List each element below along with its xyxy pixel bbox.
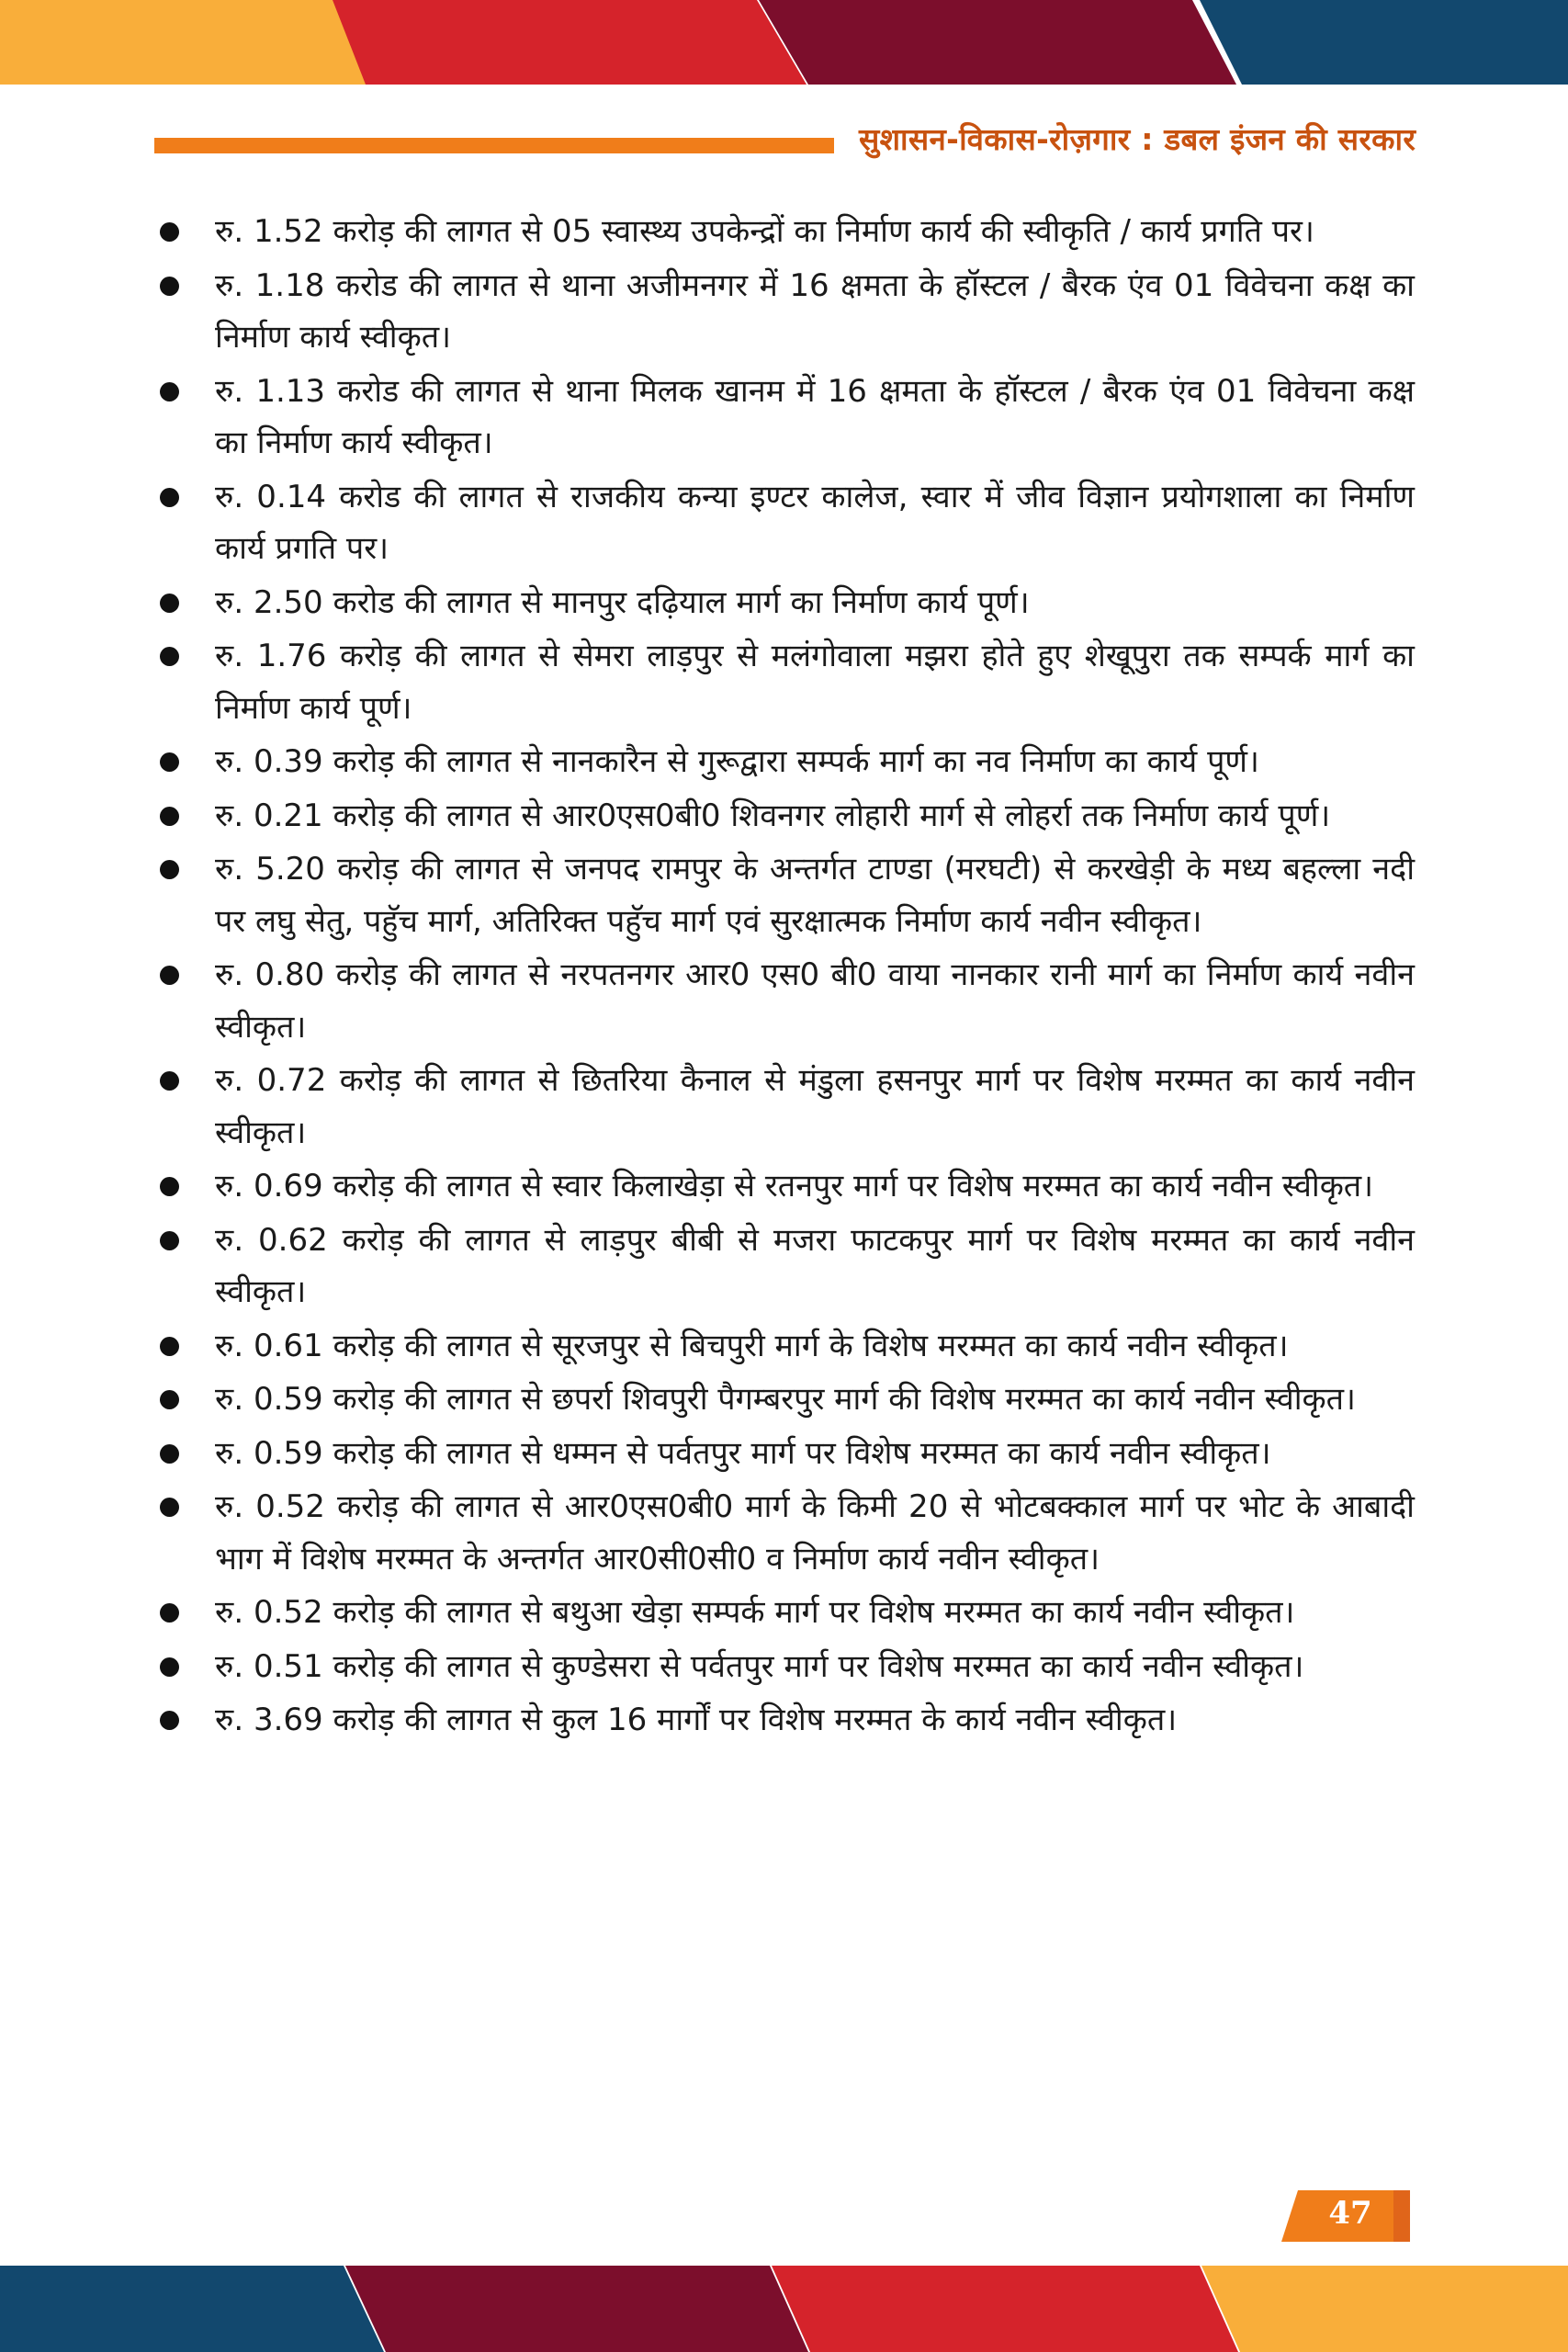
bullet-icon (160, 488, 179, 507)
list-item (154, 1481, 1415, 1585)
list-item (154, 1055, 1415, 1159)
list-item (154, 206, 1415, 258)
bullet-icon (160, 1657, 179, 1677)
list-item-text: रु. 0.52 करोड़ की लागत से बथुआ खेड़ा सम्पर्क मार्ग पर विशेष मरम्मत का कार्य नवीन स्वीकृत। (215, 1594, 1295, 1631)
list-item-text: रु. 0.39 करोड़ की लागत से नानकारैन से गुरूद्वारा सम्पर्क मार्ग का नव निर्माण का कार्य पूर्ण। (215, 743, 1259, 780)
bullet-icon (160, 1231, 179, 1250)
list-item-text: रु. 0.61 करोड़ की लागत से सूरजपुर से बिचपुरी मार्ग के विशेष मरम्मत का कार्य नवीन स्वीकृत। (215, 1327, 1289, 1364)
list-item (154, 1374, 1415, 1426)
list-item-text: रु. 1.76 करोड़ की लागत से सेमरा लाड़पुर से मलंगोवाला मझरा होते हुए शेखूपुरा तक सम्पर्क मार्ग का निर्माण कार्य पूर्ण। (215, 638, 1415, 727)
bullet-icon (160, 222, 179, 242)
bullet-icon (160, 1071, 179, 1091)
bullet-icon (160, 594, 179, 613)
list-item (154, 630, 1415, 734)
list-item-text: रु. 0.59 करोड़ की लागत से छपर्रा शिवपुरी पैगम्बरपुर मार्ग की विशेष मरम्मत का कार्य नवीन स्वीकृत। (215, 1381, 1356, 1418)
bullet-icon (160, 752, 179, 772)
running-header-title: सुशासन-विकास-रोज़गार : डबल इंजन की सरकार (859, 121, 1416, 157)
list-item (154, 1320, 1415, 1373)
list-item-text: रु. 1.52 करोड़ की लागत से 05 स्वास्थ्य उपकेन्द्रों का निर्माण कार्य की स्वीकृति / कार्य प्रगति पर। (215, 213, 1314, 250)
bullet-icon (160, 277, 179, 296)
bullet-icon (160, 1603, 179, 1623)
list-item-text: रु. 0.72 करोड़ की लागत से छितरिया कैनाल से मंडुला हसनपुर मार्ग पर विशेष मरम्मत का कार्य नवीन स्वीकृत। (215, 1062, 1415, 1151)
top-color-band (0, 0, 1568, 85)
list-item (154, 577, 1415, 629)
bullet-icon (160, 966, 179, 985)
list-item-text: रु. 0.21 करोड़ की लागत से आर0एस0बी0 शिवनगर लोहारी मार्ग से लोहर्रा तक निर्माण कार्य पूर्ण। (215, 797, 1331, 834)
bullet-icon (160, 1711, 179, 1730)
list-item-text: रु. 0.51 करोड़ की लागत से कुण्डेसरा से पर्वतपुर मार्ग पर विशेष मरम्मत का कार्य नवीन स्वीकृत। (215, 1647, 1304, 1685)
bullet-icon (160, 860, 179, 879)
list-item-text: रु. 0.62 करोड़ की लागत से लाड़पुर बीबी से मजरा फाटकपुर मार्ग पर विशेष मरम्मत का कार्य नवीन स्वीकृत। (215, 1221, 1415, 1310)
list-item (154, 366, 1415, 469)
bullet-icon (160, 1390, 179, 1409)
list-item-text: रु. 1.13 करोड की लागत से थाना मिलक खानम में 16 क्षमता के हॉस्टल / बैरक एंव 01 विवेचना कक्ष का निर्माण कार्य स्वीकृत। (215, 372, 1415, 461)
list-item-text: रु. 0.80 करोड़ की लागत से नरपतनगर आर0 एस0 बी0 वाया नानकार रानी मार्ग का निर्माण कार्य नवीन स्वीकृत। (215, 956, 1415, 1046)
bullet-icon (160, 1337, 179, 1356)
page-number: 47 (1328, 2195, 1372, 2232)
bullet-icon (160, 647, 179, 666)
list-item (154, 1694, 1415, 1747)
list-item (154, 1641, 1415, 1693)
bullet-icon (160, 382, 179, 401)
list-item (154, 1587, 1415, 1639)
list-item (154, 736, 1415, 788)
list-item-text: रु. 0.14 करोड की लागत से राजकीय कन्या इण्टर कालेज, स्वार में जीव विज्ञान प्रयोगशाला का निर्माण कार्य प्रगति पर। (215, 478, 1415, 567)
list-item (154, 843, 1415, 947)
header-rule (154, 138, 834, 153)
list-item-text: रु. 3.69 करोड़ की लागत से कुल 16 मार्गों पर विशेष मरम्मत के कार्य नवीन स्वीकृत। (215, 1702, 1178, 1738)
list-item-text: रु. 0.69 करोड़ की लागत से स्वार किलाखेड़ा से रतनपुर मार्ग पर विशेष मरम्मत का कार्य नवीन स्वीकृत। (215, 1168, 1374, 1204)
list-item-text: रु. 1.18 करोड की लागत से थाना अजीमनगर में 16 क्षमता के हॉस्टल / बैरक एंव 01 विवेचना कक्ष का निर्माण कार्य स्वीकृत। (215, 266, 1415, 356)
bullet-list (154, 206, 1415, 1748)
list-item (154, 471, 1415, 575)
bullet-icon (160, 1498, 179, 1517)
list-item (154, 1215, 1415, 1318)
list-item (154, 260, 1415, 364)
list-item (154, 1160, 1415, 1213)
bullet-icon (160, 1177, 179, 1196)
bullet-icon (160, 807, 179, 826)
bottom-color-band (0, 2266, 1568, 2352)
list-item-text: रु. 5.20 करोड़ की लागत से जनपद रामपुर के अन्तर्गत टाण्डा (मरघटी) से करखेड़ी के मध्य बहल्ला नदी पर लघु सेतु, पहुॅच मार्ग, अतिरिक्त पहुॅच मार्ग एवं सुरक्षात्मक निर्माण कार्य नवीन स्वीकृत। (215, 851, 1415, 940)
page-number-tab (1281, 2190, 1410, 2242)
list-item-text: रु. 2.50 करोड की लागत से मानपुर दढ़ियाल मार्ग का निर्माण कार्य पूर्ण। (215, 583, 1030, 621)
list-item-text: रु. 0.52 करोड़ की लागत से आर0एस0बी0 मार्ग के किमी 20 से भोटबक्काल मार्ग पर भोट के आबादी भाग में विशेष मरम्मत के अन्तर्गत आर0सी0सी0 व निर्माण कार्य नवीन स्वीकृत। (215, 1488, 1415, 1577)
list-item (154, 1428, 1415, 1480)
list-item (154, 949, 1415, 1053)
bullet-icon (160, 1444, 179, 1464)
list-item (154, 790, 1415, 842)
list-item-text: रु. 0.59 करोड़ की लागत से धम्मन से पर्वतपुर मार्ग पर विशेष मरम्मत का कार्य नवीन स्वीकृत। (215, 1434, 1271, 1472)
